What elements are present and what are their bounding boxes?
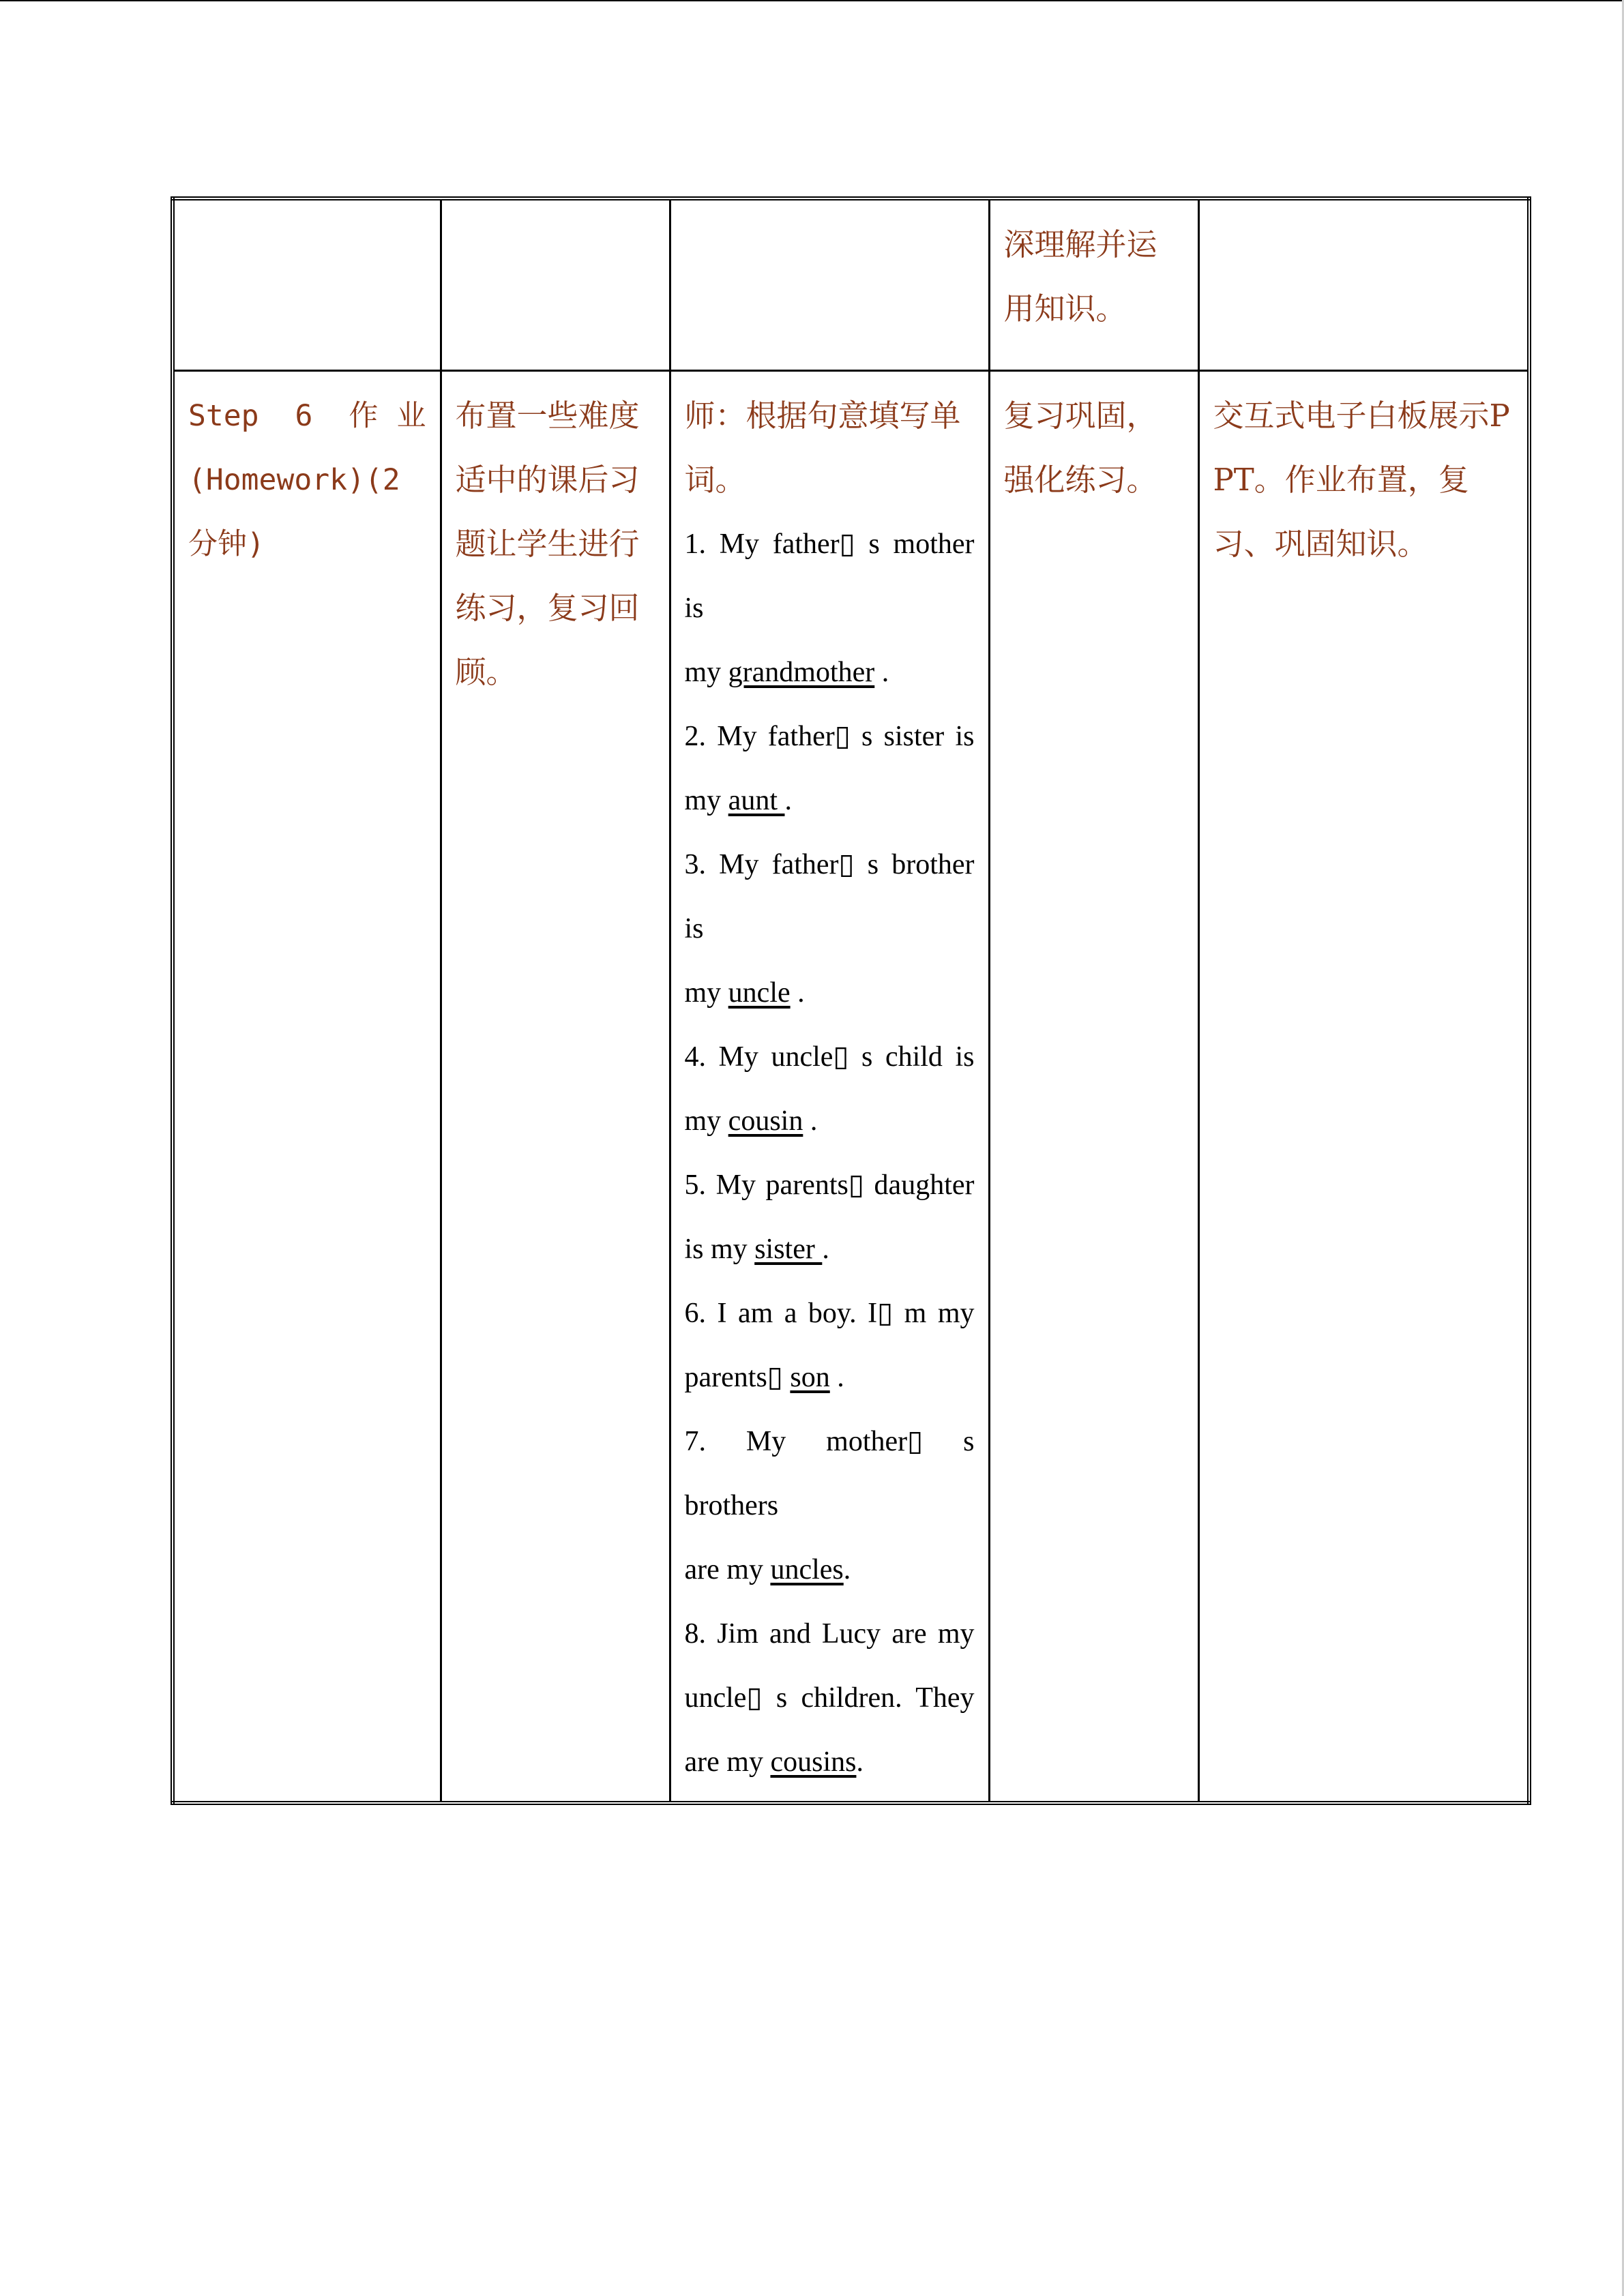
exercise-1-line-1: 1. My father▯ s mother is [684, 528, 975, 624]
table-row-continued [173, 198, 1529, 370]
exercise-7-answer: uncles [770, 1553, 844, 1585]
exercise-8-line-1: 8. Jim and Lucy are my [684, 1617, 975, 1650]
media-text: 交互式电子白板展示PPT。作业布置，复习、巩固知识。 [1213, 397, 1510, 562]
cell-purpose-continued [989, 198, 1198, 370]
table-row-step-6 [173, 370, 1529, 1803]
cell-teacher-empty [670, 198, 989, 370]
exercise-8-line-2: uncle▯ s children. They [684, 1682, 975, 1714]
page-top-rule [0, 0, 1624, 1]
exercise-4-answer: cousin [728, 1105, 803, 1137]
exercise-6-line-1: 6. I am a boy. I▯ m my [684, 1297, 975, 1329]
step-label-line-3: 分钟) [188, 526, 265, 561]
purpose-continued-line-1: 深理解并运 [1003, 226, 1157, 263]
exercise-2-line-1: 2. My father▯ s sister is [684, 720, 975, 752]
exercise-5-line-2: is my sister . [684, 1233, 829, 1265]
exercise-4-line-2: my cousin . [684, 1105, 818, 1137]
exercise-1-answer: grandmother [728, 656, 875, 688]
exercise-8-line-3: are my cousins. [684, 1746, 863, 1778]
exercise-2-line-2: my aunt . [684, 784, 792, 816]
exercise-6-line-2: parents▯ son . [684, 1361, 844, 1393]
activity-text: 布置一些难度适中的课后习题让学生进行练习，复习回顾。 [455, 397, 640, 690]
exercise-7-line-1: 7. My mother▯ s brothers [684, 1425, 975, 1521]
cell-media-empty [1198, 198, 1529, 370]
exercise-3-line-1: 3. My father▯ s brother is [684, 848, 975, 944]
step-label-line-1: Step 6 作业 [188, 398, 426, 433]
exercise-8-answer: cousins [770, 1746, 857, 1778]
exercise-5-line-1: 5. My parents▯ daughter [684, 1169, 975, 1201]
teacher-prompt: 师：根据句意填写单词。 [684, 397, 961, 498]
exercise-3-answer: uncle [728, 976, 791, 1009]
exercise-2-answer: aunt [728, 784, 785, 816]
cell-step-empty [173, 198, 441, 370]
cell-step-label [173, 370, 441, 1803]
exercise-5-answer: sister [754, 1233, 823, 1265]
purpose-continued-line-2: 用知识。 [1003, 290, 1127, 327]
exercise-3-line-2: my uncle . [684, 976, 805, 1009]
cell-activity-empty [441, 198, 670, 370]
exercise-4-line-1: 4. My uncle▯ s child is [684, 1041, 975, 1073]
cell-media [1198, 370, 1529, 1803]
exercise-7-line-2: are my uncles. [684, 1553, 851, 1585]
lesson-plan-table [171, 196, 1531, 1805]
exercise-1-line-2: my grandmother . [684, 656, 889, 688]
purpose-text: 复习巩固，强化练习。 [1003, 397, 1157, 498]
exercise-6-answer: son [790, 1361, 830, 1393]
step-label-line-2: (Homework)(2 [188, 462, 400, 497]
cell-teacher-exercises [670, 370, 989, 1803]
cell-purpose [989, 370, 1198, 1803]
cell-activity [441, 370, 670, 1803]
